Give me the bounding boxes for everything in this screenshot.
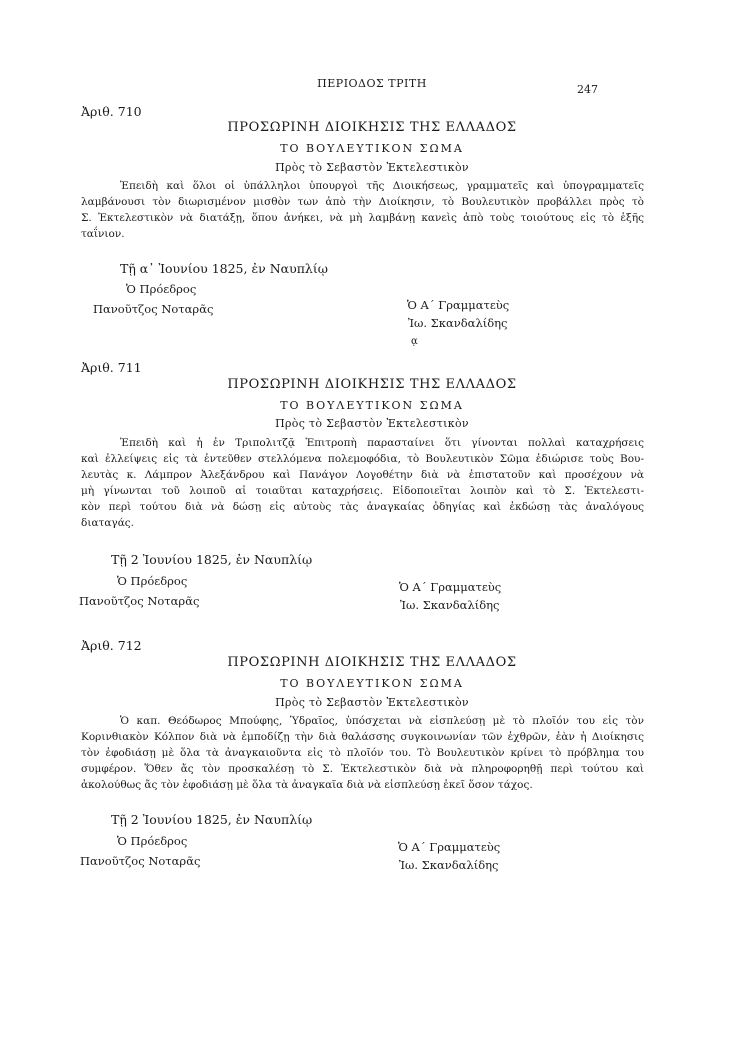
secretary-name: Ἰω. Σκανδαλίδης xyxy=(399,858,499,872)
page-number: 247 xyxy=(577,83,598,96)
text-line: Ὁ καπ. Θεόδωρος Μπούφης, Ὑδραῖος, ὑπόσχεται νὰ εἰσπλεύσῃ μὲ τὸ πλοῖόν του εἰς τὸν xyxy=(120,715,644,727)
president-name: Πανοῦτζος Νοταρᾶς xyxy=(93,302,214,316)
secretary-name: Ἰω. Σκανδαλίδης xyxy=(400,598,500,612)
body-heading: ΤΟ ΒΟΥΛΕΥΤΙΚΟΝ ΣΩΜΑ xyxy=(280,399,464,412)
text-line: Ἐπειδὴ καὶ ἡ ἐν Τριπολιτζᾷ Ἐπιτροπὴ παρασταίνει ὅτι γίνονται πολλαὶ καταχρήσεις xyxy=(120,437,644,449)
secretary-title: Ὁ Α΄ Γραμματεὺς xyxy=(399,580,502,594)
government-heading: ΠΡΟΣΩΡΙΝΗ ΔΙΟΙΚΗΣΙΣ ΤΗΣ ΕΛΛΑΔΟΣ xyxy=(227,377,517,392)
president-name: Πανοῦτζος Νοταρᾶς xyxy=(79,594,200,608)
text-line: λευτὰς κ. Λάμπρον Ἀλεξάνδρου καὶ Πανάγον Λογοθέτην διὰ νὰ ἐπιστατοῦν καὶ προσέχουν νὰ xyxy=(81,469,644,481)
addressee: Πρὸς τὸ Σεβαστὸν Ἐκτελεστικὸν xyxy=(275,696,469,709)
text-line: κὸν περὶ τούτου διὰ νὰ δώσῃ εἰς αὐτοὺς τὰς ἀναγκαίας ὁδηγίας καὶ ἐκδώσῃ τὰς ἀναλόγους xyxy=(81,501,644,513)
document-number: Ἀριθ. 712 xyxy=(81,638,142,653)
president-title: Ὁ Πρόεδρος xyxy=(126,282,197,296)
text-line: μὴ γίνωνται τοῦ λοιποῦ αἱ τοιαῦται καταχρήσεις. Εἰδοποιεῖται λοιπὸν καὶ τὸ Σ. Ἐκτελεστι- xyxy=(81,485,644,497)
text-line: Ἐπειδὴ καὶ ὅλοι οἱ ὑπάλληλοι ὑπουργοὶ τῆς Διοικήσεως, γραμματεῖς καὶ ὑπογραμματεῖς xyxy=(120,180,644,192)
text-line: καὶ ἐλλείψεις εἰς τὰ ἐντεῦθεν στελλόμενα πολεμοφόδια, τὸ Βουλευτικὸν Σῶμα ἐδιώρισε τοὺς Βου- xyxy=(81,453,644,465)
document-number: Ἀριθ. 710 xyxy=(81,104,142,119)
text-line: λαμβάνουσι τὸν διωρισμένον μισθὸν των ἀπὸ τὴν Διοίκησιν, τὸ Βουλευτικὸν προβάλλει πρὸς τὸ xyxy=(81,196,644,208)
secretary-title: Ὁ Α΄ Γραμματεὺς xyxy=(398,840,501,854)
government-heading: ΠΡΟΣΩΡΙΝΗ ΔΙΟΙΚΗΣΙΣ ΤΗΣ ΕΛΛΑΔΟΣ xyxy=(227,120,517,135)
running-title: ΠΕΡΙΟΔΟΣ ΤΡΙΤΗ xyxy=(317,77,427,90)
text-line: τὸν ἐφοδιάσῃ μὲ ὅλα τὰ ἀναγκαιοῦντα εἰς τὸ πλοῖόν του. Τὸ Βουλευτικὸν κρίνει τὸ πρόβλημα του xyxy=(81,747,644,759)
addressee: Πρὸς τὸ Σεβαστὸν Ἐκτελεστικὸν xyxy=(275,161,469,174)
text-line: Κορινθιακὸν Κόλπον διὰ νὰ ἐμποδίζῃ τὴν διὰ θαλάσσης συγκοινωνίαν τῶν ἐχθρῶν, ἐὰν ἡ Διοίκησις xyxy=(81,731,644,743)
secretary-name: Ἰω. Σκανδαλίδης xyxy=(408,316,508,330)
date-line: Τῇ α᾽ Ἰουνίου 1825, ἐν Ναυπλίῳ xyxy=(120,261,328,276)
addressee: Πρὸς τὸ Σεβαστὸν Ἐκτελεστικὸν xyxy=(275,417,469,430)
president-name: Πανοῦτζος Νοταρᾶς xyxy=(80,854,201,868)
date-line: Τῇ 2 Ἰουνίου 1825, ἐν Ναυπλίῳ xyxy=(111,812,313,827)
text-line: ταΐνιον. xyxy=(81,228,125,240)
president-title: Ὁ Πρόεδρος xyxy=(117,574,188,588)
body-heading: ΤΟ ΒΟΥΛΕΥΤΙΚΟΝ ΣΩΜΑ xyxy=(280,677,464,690)
text-line: συμφέρον. Ὅθεν ἄς τὸν προσκαλέσῃ τὸ Σ. Ἐκτελεστικὸν διὰ νὰ πληροφορηθῇ περὶ τούτου καὶ xyxy=(81,763,644,775)
government-heading: ΠΡΟΣΩΡΙΝΗ ΔΙΟΙΚΗΣΙΣ ΤΗΣ ΕΛΛΑΔΟΣ xyxy=(227,655,517,670)
text-line: διαταγάς. xyxy=(81,517,135,529)
president-title: Ὁ Πρόεδρος xyxy=(117,834,188,848)
date-line: Τῇ 2 Ἰουνίου 1825, ἐν Ναυπλίῳ xyxy=(111,552,313,567)
text-line: Σ. Ἐκτελεστικὸν νὰ διατάξῃ, ὅπου ἀνήκει, νὰ μὴ λαμβάνῃ κανεὶς ἀπὸ τοὺς τοιούτους εἰς τὸ ἑξῆς xyxy=(81,212,644,224)
print-mark: ᾳ xyxy=(411,336,418,347)
text-line: ἀκολούθως ἄς τὸν ἐφοδιάσῃ μὲ ὅλα τὰ ἀναγκαῖα διὰ νὰ εἰσπλεύσῃ ἐκεῖ ὅσον τάχος. xyxy=(81,779,533,791)
secretary-title: Ὁ Α΄ Γραμματεὺς xyxy=(407,298,510,312)
document-number: Ἀριθ. 711 xyxy=(81,360,142,375)
body-heading: ΤΟ ΒΟΥΛΕΥΤΙΚΟΝ ΣΩΜΑ xyxy=(280,142,464,155)
